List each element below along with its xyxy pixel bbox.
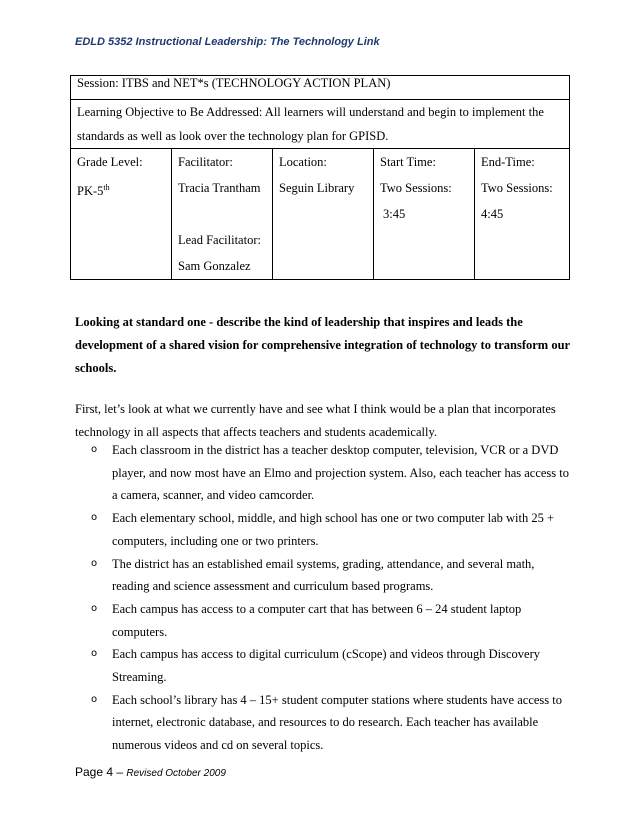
lead-facilitator-label: Lead Facilitator: <box>178 233 261 247</box>
grade-level-label: Grade Level: <box>77 155 143 169</box>
standard-question: Looking at standard one - describe the kind of leadership that inspires and leads the development of a shared vision for comprehensive integration of technology to transform our schools. <box>75 315 570 375</box>
bullet-icon: o <box>91 648 98 660</box>
list-item-text: Each school’s library has 4 – 15+ student computer stations where students have access to internet, electronic database, and resources to do research. Each teacher has available numerous videos and cd on several topics. <box>112 692 562 753</box>
bullet-icon: o <box>91 693 98 705</box>
bullet-icon: o <box>91 557 98 569</box>
intro-paragraph: First, let’s look at what we currently have and see what I think would be a plan that incorporates technology in all aspects that affects teachers and students academically. <box>75 402 556 439</box>
end-time-cell <box>475 149 570 280</box>
objective-cell: Learning Objective to Be Addressed: All learners will understand and begin to implement the standards as well as look over the technology plan for GPISD. <box>71 100 570 149</box>
list-item-text: Each campus has access to a computer cart that has between 6 – 24 student laptop computers. <box>112 601 522 639</box>
location-cell <box>273 149 374 280</box>
list-item <box>75 689 575 757</box>
grade-level-value <box>77 175 165 201</box>
revision-date: Revised October 2009 <box>126 768 226 779</box>
bullet-icon: o <box>91 512 98 524</box>
end-time-sessions: Two Sessions: <box>481 181 553 195</box>
page-footer <box>75 765 226 779</box>
grade-level-text: PK-5 <box>77 184 104 199</box>
bullet-icon: o <box>91 444 98 455</box>
list-item-text: Each classroom in the district has a teacher desktop computer, television, VCR or a DVD player, and now most have an Elmo and projection system. Also, each teacher has access to a camera, scanner, and video camcorder. <box>112 443 569 503</box>
details-row <box>71 149 570 280</box>
action-plan-table <box>70 75 570 280</box>
list-item <box>75 598 575 643</box>
session-cell: Session: ITBS and NET*s (TECHNOLOGY ACTION PLAN) <box>71 76 570 100</box>
location-value: Seguin Library <box>279 181 355 195</box>
bullet-icon: o <box>91 602 98 614</box>
list-item-text: The district has an established email systems, grading, attendance, and several math, reading and science assessment and curriculum based programs. <box>112 556 535 594</box>
page-number: Page 4 – <box>75 765 127 779</box>
list-item <box>75 507 575 552</box>
running-header: EDLD 5352 Instructional Leadership: The Technology Link <box>75 36 380 48</box>
list-item <box>75 643 575 688</box>
start-time-sessions: Two Sessions: <box>380 181 452 195</box>
facilitator-label: Facilitator: <box>178 155 233 169</box>
resource-list <box>75 439 575 757</box>
grade-level-superscript: th <box>103 183 110 192</box>
location-label: Location: <box>279 155 327 169</box>
start-time-cell <box>374 149 475 280</box>
end-time-value: 4:45 <box>481 207 504 221</box>
facilitator-cell <box>172 149 273 280</box>
objective-row <box>71 100 570 149</box>
start-time-value: 3:45 <box>383 207 406 221</box>
list-item-text: Each elementary school, middle, and high school has one or two computer lab with 25 + computers, including one or two printers. <box>112 511 555 548</box>
list-item <box>75 553 575 598</box>
start-time-label: Start Time: <box>380 155 436 169</box>
grade-level-cell <box>71 149 172 280</box>
session-row <box>71 76 570 100</box>
end-time-label: End-Time: <box>481 155 535 169</box>
lead-facilitator-value: Sam Gonzalez <box>178 259 251 273</box>
list-item <box>75 439 575 507</box>
facilitator-value: Tracia Trantham <box>178 181 261 195</box>
list-item-text: Each campus has access to digital curriculum (cScope) and videos through Discovery Streaming. <box>112 647 540 685</box>
